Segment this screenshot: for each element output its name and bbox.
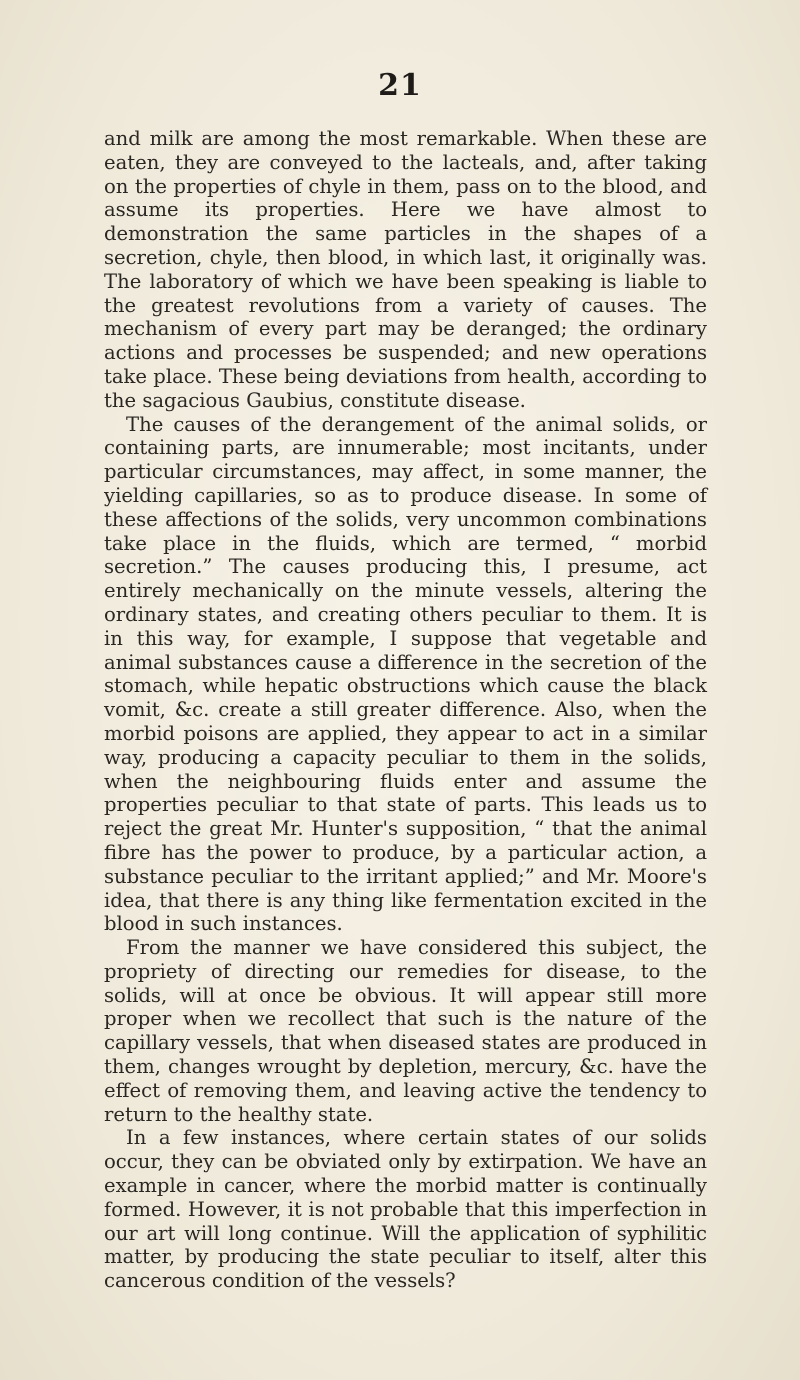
paragraph: The causes of the derangement of the animal solids, or containing parts, are innumerable; most incitants, under particular circumstances, may affect, in some manner, the yielding capillaries, so as to produce disease. In some of these affections of the solids, very uncommon combinations take place in the fluids, which are termed, “ morbid secretion.” The causes producing this, I presume, act entirely mechanically on the minute vessels, altering the ordinary states, and creating others peculiar to them. It is in this way, for example, I suppose that vegetable and animal substances cause a difference in the secretion of the stomach, while hepatic obstructions which cause the black vomit, &c. create a still greater difference. Also, when the morbid poisons are applied, they appear to act in a similar way, producing a capacity peculiar to them in the solids, when the neighbouring fluids enter and assume the properties peculiar to that state of parts. This leads us to reject the great Mr. Hunter's supposition, “ that the animal fibre has the power to produce, by a particular action, a substance peculiar to the irritant applied;” and Mr. Moore's idea, that there is any thing like fermentation excited in the blood in such instances.: [104, 412, 707, 936]
body-text: [104, 127, 707, 1293]
paragraph: and milk are among the most remarkable. When these are eaten, they are conveyed to the lacteals, and, after taking on the properties of chyle in them, pass on to the blood, and assume its properties. Here we have almost to demonstration the same particles in the shapes of a secretion, chyle, then blood, in which last, it originally was. The laboratory of which we have been speaking is liable to the greatest revolutions from a variety of causes. The mechanism of every part may be deranged; the ordinary actions and processes be suspended; and new operations take place. These being deviations from health, according to the sagacious Gaubius, constitute disease.: [104, 127, 707, 412]
page-number: 21: [378, 68, 422, 103]
paragraph: In a few instances, where certain states of our solids occur, they can be obviated only by extirpation. We have an example in cancer, where the morbid matter is continually formed. However, it is not probable that this imperfection in our art will long continue. Will the application of syphilitic matter, by producing the state peculiar to itself, alter this cancerous condition of the vessels?: [104, 1126, 707, 1293]
paragraph: From the manner we have considered this subject, the propriety of directing our remedies for disease, to the solids, will at once be obvious. It will appear still more proper when we recollect that such is the nature of the capillary vessels, that when diseased states are produced in them, changes wrought by depletion, mercury, &c. have the effect of removing them, and leaving active the tendency to return to the healthy state.: [104, 936, 707, 1126]
